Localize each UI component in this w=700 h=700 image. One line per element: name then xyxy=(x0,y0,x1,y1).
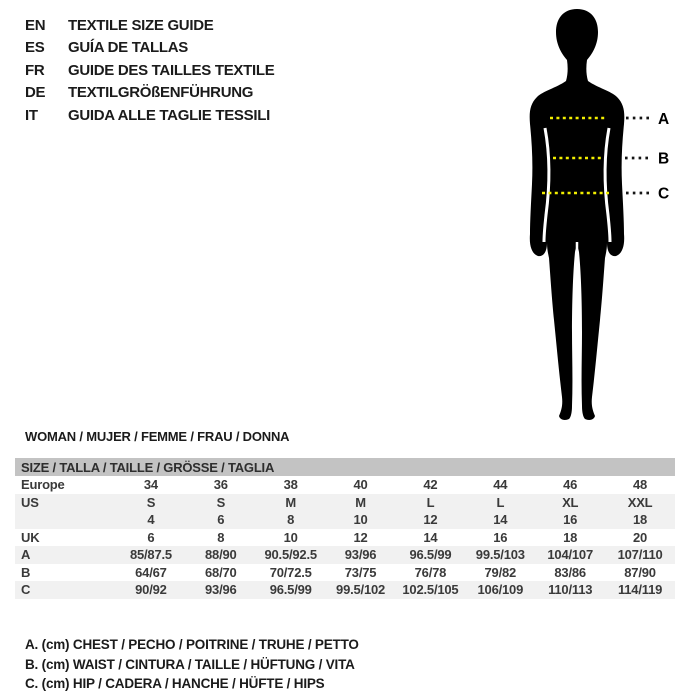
size-value-cell: M xyxy=(355,494,366,510)
size-value-cell: 110/113 xyxy=(548,582,593,598)
size-value-cell: 6 xyxy=(147,529,155,545)
size-value-cell: 10 xyxy=(283,529,298,545)
guide-title: GUIDE DES TAILLES TEXTILE xyxy=(68,61,275,79)
guide-title: GUIDA ALLE TAGLIE TESSILI xyxy=(68,106,270,124)
size-value-cell: 85/87.5 xyxy=(129,547,172,563)
language-row-es xyxy=(25,37,274,60)
language-row-fr xyxy=(25,59,274,82)
size-value-cell: 114/119 xyxy=(617,582,663,598)
size-value-cell: 73/75 xyxy=(344,564,377,580)
size-value-cell: 102.5/105 xyxy=(402,582,459,598)
size-table-row xyxy=(15,564,675,582)
guide-title: GUÍA DE TALLAS xyxy=(68,39,188,57)
language-row-de xyxy=(25,82,274,105)
language-row-it xyxy=(25,104,274,127)
size-value-cell: 93/96 xyxy=(205,582,237,598)
size-value-cell: 46 xyxy=(563,477,578,493)
size-value-cell: 20 xyxy=(633,529,648,545)
title-language-list xyxy=(25,14,274,127)
size-value-cell: 99.5/102 xyxy=(336,582,386,598)
size-value-cell: 42 xyxy=(423,477,438,493)
size-value-cell: 107/110 xyxy=(617,547,663,563)
size-value-cell: 14 xyxy=(423,529,438,545)
size-value-cell: XXL xyxy=(627,494,653,510)
language-code: DE xyxy=(25,84,46,102)
size-table-header: SIZE / TALLA / TAILLE / GRÖSSE / TAGLIA xyxy=(15,458,675,476)
size-value-cell: 12 xyxy=(423,512,438,528)
size-value-cell: 18 xyxy=(563,529,578,545)
measure-legend xyxy=(25,635,359,694)
size-value-cell: 90.5/92.5 xyxy=(264,547,317,563)
size-value-cell: 14 xyxy=(493,512,508,528)
row-label: A xyxy=(21,547,31,563)
row-label: B xyxy=(21,564,31,580)
size-value-cell: 16 xyxy=(493,529,508,545)
size-value-cell: 64/67 xyxy=(135,564,167,580)
size-value-cell: 87/90 xyxy=(624,564,656,580)
row-label: Europe xyxy=(21,477,65,493)
size-value-cell: 104/107 xyxy=(547,547,593,563)
size-table-row xyxy=(15,476,675,494)
size-value-cell: 76/78 xyxy=(414,564,447,580)
size-value-cell: 38 xyxy=(283,477,298,493)
leg-gap xyxy=(577,242,578,417)
size-value-cell: 40 xyxy=(353,477,368,493)
size-table xyxy=(15,458,675,599)
size-table-row xyxy=(15,546,675,564)
size-value-cell: 96.5/99 xyxy=(269,582,312,598)
size-value-cell: 96.5/99 xyxy=(409,547,452,563)
size-value-cell: 12 xyxy=(353,529,368,545)
guide-title: TEXTILE SIZE GUIDE xyxy=(68,16,214,34)
size-value-cell: 16 xyxy=(563,512,578,528)
size-value-cell: 10 xyxy=(353,512,368,528)
legend-item-chest: A. (cm) CHEST / PECHO / POITRINE / TRUHE / PETTO xyxy=(25,637,359,653)
size-value-cell: 90/92 xyxy=(135,582,167,598)
size-value-cell: 99.5/103 xyxy=(475,547,525,563)
size-value-cell: 79/82 xyxy=(484,564,517,580)
language-code: IT xyxy=(25,106,38,124)
size-value-cell: S xyxy=(216,494,226,510)
language-code: FR xyxy=(25,61,45,79)
language-code: EN xyxy=(25,16,46,34)
gender-heading: WOMAN / MUJER / FEMME / FRAU / DONNA xyxy=(25,429,290,444)
marker-label-b: B xyxy=(658,150,670,168)
size-table-row xyxy=(15,494,675,512)
marker-label-c: C xyxy=(658,185,670,203)
size-value-cell: 88/90 xyxy=(205,547,237,563)
size-value-cell: 106/109 xyxy=(477,582,524,598)
language-row-en xyxy=(25,14,274,37)
marker-label-a: A xyxy=(658,111,670,128)
language-code: ES xyxy=(25,39,45,57)
row-label xyxy=(15,511,116,529)
row-label: C xyxy=(21,582,31,598)
size-table-body xyxy=(15,476,675,599)
size-value-cell: L xyxy=(426,494,435,510)
size-value-cell: 6 xyxy=(217,512,225,528)
size-table-row xyxy=(15,581,675,599)
size-value-cell: 70/72.5 xyxy=(269,564,312,580)
legend-item-waist: B. (cm) WAIST / CINTURA / TAILLE / HÜFTUNG / VITA xyxy=(25,656,355,672)
size-value-cell: 68/70 xyxy=(205,564,237,580)
size-value-cell: XL xyxy=(562,494,579,510)
size-value-cell: 36 xyxy=(213,477,228,493)
size-value-cell: 83/86 xyxy=(554,564,586,580)
size-value-cell: 8 xyxy=(217,529,225,545)
woman-silhouette-figure xyxy=(455,0,695,440)
size-value-cell: 48 xyxy=(633,477,648,493)
size-table-row xyxy=(15,511,675,529)
size-table-row xyxy=(15,529,675,547)
size-value-cell: S xyxy=(146,494,156,510)
row-label: UK xyxy=(21,529,40,545)
row-label: US xyxy=(21,494,39,510)
size-value-cell: 93/96 xyxy=(344,547,377,563)
size-value-cell: 18 xyxy=(633,512,648,528)
size-value-cell: 44 xyxy=(493,477,508,493)
size-value-cell: 34 xyxy=(143,477,158,493)
legend-item-hip: C. (cm) HIP / CADERA / HANCHE / HÜFTE / HIPS xyxy=(25,676,325,692)
size-value-cell: L xyxy=(496,494,505,510)
size-value-cell: 4 xyxy=(147,512,155,528)
size-value-cell: M xyxy=(285,494,296,510)
guide-title: TEXTILGRÖßENFÜHRUNG xyxy=(68,84,254,102)
size-value-cell: 8 xyxy=(287,512,295,528)
